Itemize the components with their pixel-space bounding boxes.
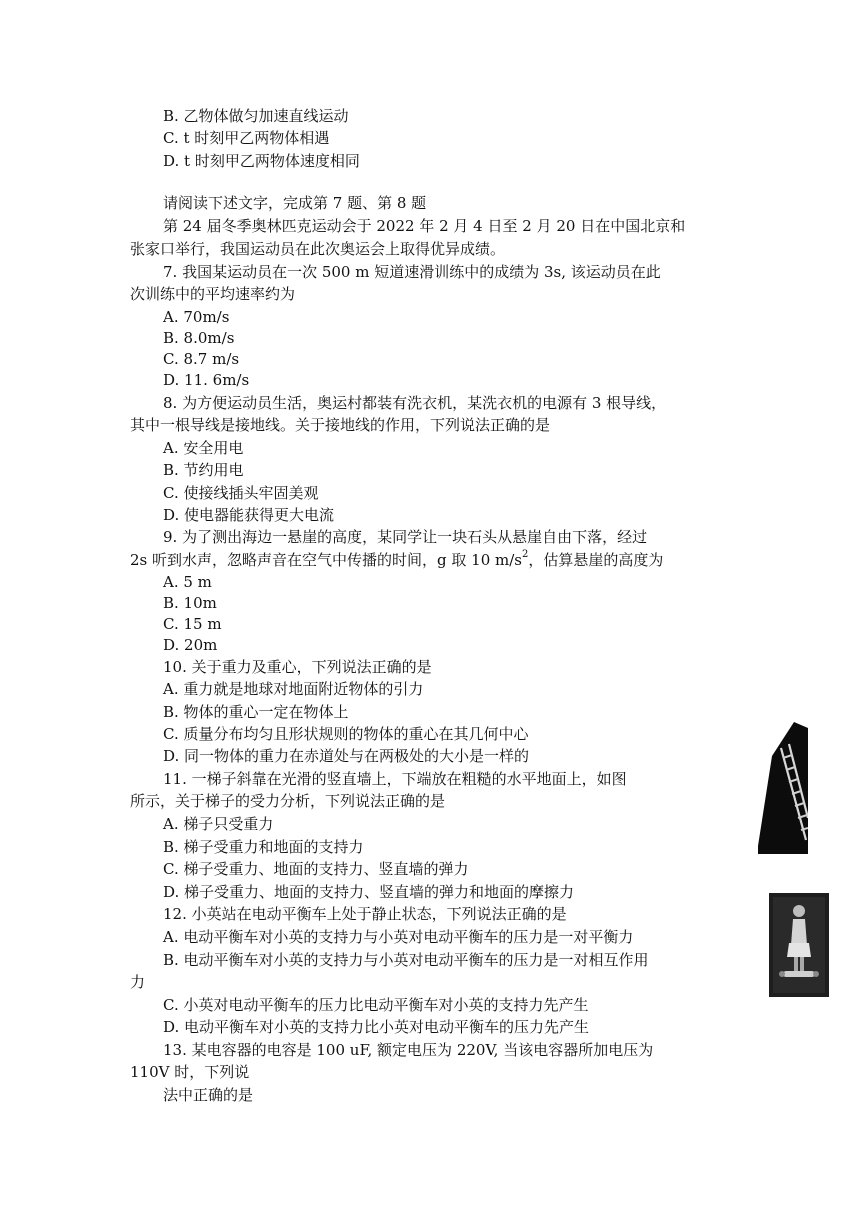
q9-option-c: C. 15 m <box>163 615 222 633</box>
option-b-q6: B. 乙物体做匀加速直线运动 <box>163 107 349 125</box>
question-13-stem: 13. 某电容器的电容是 100 uF, 额定电压为 220V, 当该电容器所加电压为 <box>163 1041 654 1059</box>
q9-option-d: D. 20m <box>163 636 218 654</box>
q9-option-b: B. 10m <box>163 594 217 612</box>
reading-instruction: 请阅读下述文字，完成第 7 题、第 8 题 <box>163 194 427 212</box>
option-d-q6: D. t 时刻甲乙两物体速度相同 <box>163 152 360 170</box>
superscript-2: 2 <box>521 549 529 560</box>
q8-option-a: A. 安全用电 <box>163 439 244 457</box>
q7-option-c: C. 8.7 m/s <box>163 350 240 368</box>
question-7-stem-cont: 次训练中的平均速率约为 <box>130 285 296 303</box>
q10-option-d: D. 同一物体的重力在赤道处与在两极处的大小是一样的 <box>163 747 530 765</box>
question-13-stem-cont-2: 法中正确的是 <box>163 1086 254 1104</box>
option-c-q6: C. t 时刻甲乙两物体相遇 <box>163 129 330 147</box>
question-9-stem: 9. 为了测出海边一悬崖的高度，某同学让一块石头从悬崖自由下落，经过 <box>163 528 648 546</box>
q12-option-b: B. 电动平衡车对小英的支持力与小英对电动平衡车的压力是一对相互作用 <box>163 951 649 969</box>
q10-option-b: B. 物体的重心一定在物体上 <box>163 703 349 721</box>
q12-option-d: D. 电动平衡车对小英的支持力比小英对电动平衡车的压力先产生 <box>163 1018 590 1036</box>
question-8-stem-cont: 其中一根导线是接地线。关于接地线的作用，下列说法正确的是 <box>130 416 551 434</box>
q8-option-c: C. 使接线插头牢固美观 <box>163 484 319 502</box>
question-10-stem: 10. 关于重力及重心，下列说法正确的是 <box>163 658 432 676</box>
balance-scooter-photo <box>769 893 829 997</box>
passage-line-1: 第 24 届冬季奥林匹克运动会于 2022 年 2 月 4 日至 2 月 20 日在中国北京和 <box>163 217 686 235</box>
q7-option-d: D. 11. 6m/s <box>163 371 250 389</box>
question-11-stem-cont: 所示，关于梯子的受力分析，下列说法正确的是 <box>130 792 446 810</box>
q12-option-a: A. 电动平衡车对小英的支持力与小英对电动平衡车的压力是一对平衡力 <box>163 928 634 946</box>
question-11-stem: 11. 一梯子斜靠在光滑的竖直墙上，下端放在粗糙的水平地面上，如图 <box>163 770 627 788</box>
q11-option-c: C. 梯子受重力、地面的支持力、竖直墙的弹力 <box>163 860 469 878</box>
passage-line-2: 张家口举行，我国运动员在此次奥运会上取得优异成绩。 <box>130 240 506 258</box>
q7-option-a: A. 70m/s <box>163 308 230 326</box>
q8-option-b: B. 节约用电 <box>163 461 244 479</box>
q11-option-b: B. 梯子受重力和地面的支持力 <box>163 838 364 856</box>
q10-option-a: A. 重力就是地球对地面附近物体的引力 <box>163 680 424 698</box>
q12-option-c: C. 小英对电动平衡车的压力比电动平衡车对小英的支持力先产生 <box>163 996 589 1014</box>
q11-option-d: D. 梯子受重力、地面的支持力、竖直墙的弹力和地面的摩擦力 <box>163 883 575 901</box>
question-8-stem: 8. 为方便运动员生活，奥运村都装有洗衣机，某洗衣机的电源有 3 根导线， <box>163 394 667 412</box>
question-9-stem-cont: 2s 听到水声，忽略声音在空气中传播的时间，g 取 10 $m/s^2$，估算悬崖的高度为 <box>130 549 664 569</box>
question-12-stem: 12. 小英站在电动平衡车上处于静止状态，下列说法正确的是 <box>163 905 567 923</box>
q9-option-a: A. 5 m <box>163 573 212 591</box>
q7-option-b: B. 8.0m/s <box>163 329 235 347</box>
ladder-figure <box>758 722 808 854</box>
q10-option-c: C. 质量分布均匀且形状规则的物体的重心在其几何中心 <box>163 725 529 743</box>
question-13-stem-cont: 110V 时，下列说 <box>130 1063 250 1081</box>
q8-option-d: D. 使电器能获得更大电流 <box>163 506 335 524</box>
question-7-stem: 7. 我国某运动员在一次 500 m 短道速滑训练中的成绩为 3s, 该运动员在此 <box>163 263 661 281</box>
q12-option-b-cont: 力 <box>130 973 146 991</box>
q11-option-a: A. 梯子只受重力 <box>163 815 274 833</box>
